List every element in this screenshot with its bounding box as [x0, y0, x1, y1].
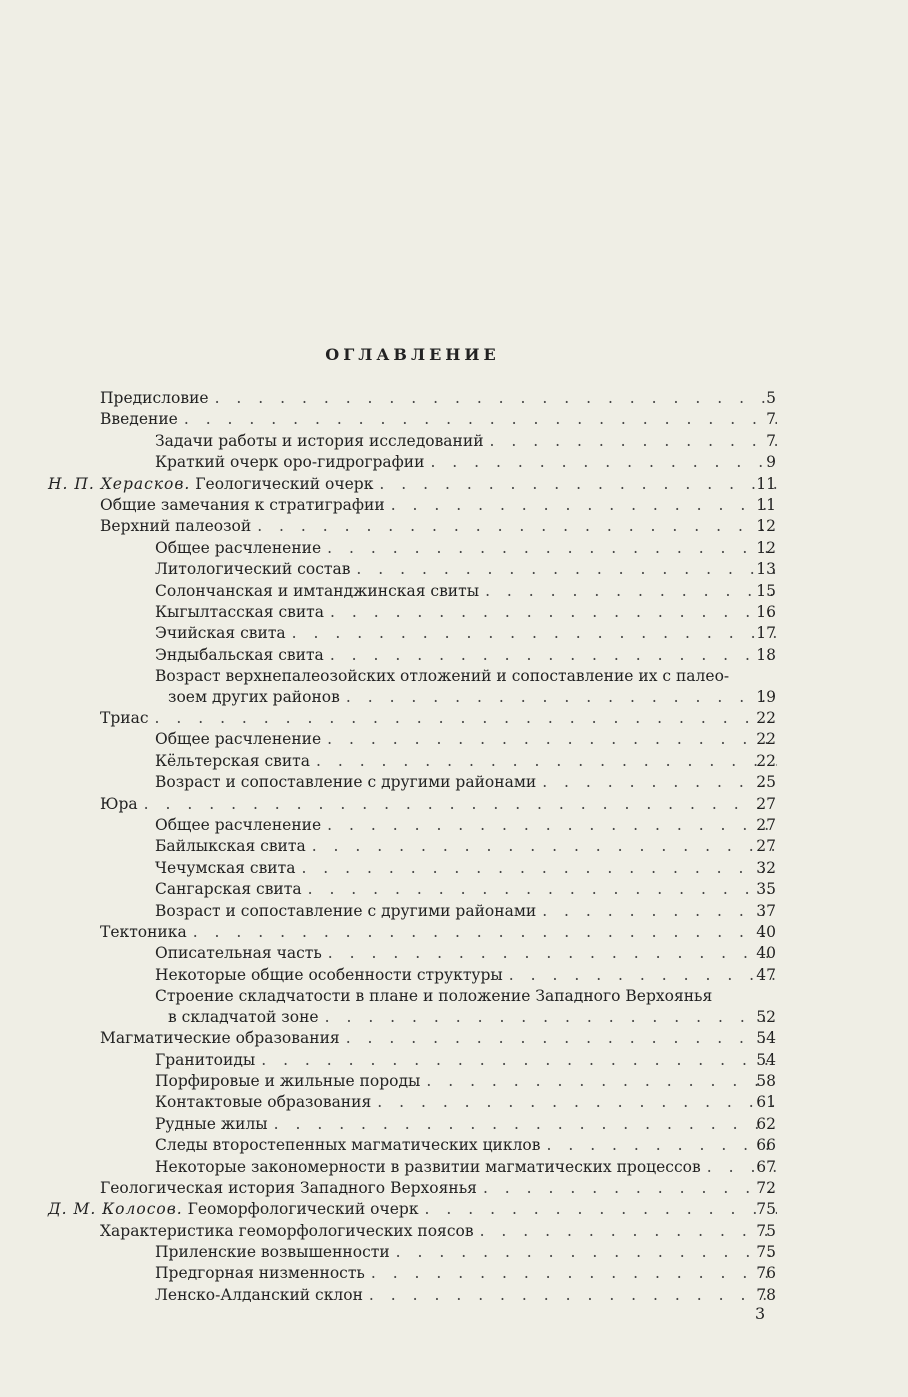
- dot-leader: [316, 751, 777, 772]
- toc-entry-title: Литологический состав: [155, 560, 351, 579]
- toc-entry-page: 22: [756, 751, 776, 770]
- toc-entry-page: 18: [756, 645, 776, 664]
- toc-entry-title: Краткий очерк оро-гидрографии: [155, 453, 425, 472]
- toc-entry: [0, 922, 908, 943]
- toc-entry: [0, 815, 908, 836]
- toc-entry-title: Солончанская и имтанджинская свиты: [155, 581, 480, 600]
- toc-entry-title: Некоторые общие особенности структуры: [155, 965, 503, 984]
- toc-entry-page: 11: [756, 474, 776, 493]
- toc-entry-title: Юра: [100, 794, 138, 813]
- dot-leader: [327, 729, 777, 750]
- toc-entry-title: Общее расчленение: [155, 538, 322, 557]
- toc-entry-page: 40: [756, 922, 776, 941]
- toc-entry-page: 54: [756, 1050, 776, 1069]
- toc-entry: [0, 559, 908, 580]
- toc-entry: [0, 1199, 908, 1220]
- toc-entry-title: Введение: [100, 410, 178, 429]
- dot-leader: [193, 922, 777, 943]
- dot-leader: [274, 1114, 777, 1135]
- dot-leader: [391, 495, 777, 516]
- toc-entry-title: Геологическая история Западного Верхоянья: [100, 1178, 477, 1197]
- toc-entry-title: Триас: [100, 709, 149, 728]
- toc-entry-page: 37: [756, 901, 776, 920]
- toc-entry-title: Ленско-Алданский склон: [155, 1285, 363, 1304]
- toc-entry: [0, 879, 908, 900]
- dot-leader: [377, 1092, 777, 1113]
- toc-entry: [0, 836, 908, 857]
- toc-entry: [0, 1114, 908, 1135]
- toc-entry-title: Сангарская свита: [155, 880, 302, 899]
- toc-entry-page: 19: [756, 688, 776, 707]
- toc-entry: [0, 965, 908, 986]
- toc-entry-page: 78: [756, 1285, 776, 1304]
- toc-entry: [0, 794, 908, 815]
- toc-entry: [0, 538, 908, 559]
- toc-entry-title: Чечумская свита: [155, 858, 296, 877]
- toc-entry-title-line1: Строение складчатости в плане и положение Западного Верхоянья: [155, 987, 713, 1006]
- toc-entry-page: 40: [756, 944, 776, 963]
- toc-entry: [0, 1050, 908, 1071]
- toc-entry: [0, 495, 908, 516]
- toc-entry-title: Следы второстепенных магматических циклов: [155, 1136, 541, 1155]
- toc-entry-page: 75: [756, 1221, 776, 1240]
- toc-entry-page: 5: [766, 389, 776, 407]
- toc-entry: [0, 1092, 908, 1113]
- toc-entry-title: Рудные жилы: [155, 1114, 268, 1133]
- dot-leader: [215, 388, 777, 409]
- toc-entry: [0, 409, 908, 430]
- toc-entry: [0, 452, 908, 473]
- toc-entry-title: Предгорная низменность: [155, 1264, 365, 1283]
- toc-entry-author: Д. М. Колосов.: [48, 1200, 183, 1219]
- dot-leader: [327, 815, 777, 836]
- toc-entry: [0, 516, 908, 537]
- toc-entry-title: Верхний палеозой: [100, 517, 252, 536]
- toc-entry-title: Контактовые образования: [155, 1093, 372, 1112]
- dot-leader: [485, 581, 777, 602]
- dot-leader: [356, 559, 777, 580]
- dot-leader: [425, 1199, 777, 1220]
- toc-entry-title: Кёльтерская свита: [155, 751, 310, 770]
- dot-leader: [371, 1263, 777, 1284]
- toc-entry-page: 12: [756, 517, 776, 536]
- toc-entry-page: 35: [756, 880, 776, 899]
- dot-leader: [396, 1242, 777, 1263]
- dot-leader: [155, 708, 777, 729]
- page-title: ОГЛАВЛЕНИЕ: [325, 345, 500, 364]
- toc-entry-page: 27: [756, 794, 776, 813]
- toc-entry: [0, 1263, 908, 1284]
- toc-entry-title: в складчатой зоне: [168, 1008, 319, 1027]
- dot-leader: [312, 836, 777, 857]
- toc-entry-page: 76: [756, 1264, 776, 1283]
- dot-leader: [308, 879, 777, 900]
- page-number: 3: [755, 1304, 766, 1323]
- toc-entry: [0, 1157, 908, 1178]
- dot-leader: [490, 431, 777, 452]
- toc-entry: [0, 581, 908, 602]
- toc-entry-page: 27: [756, 837, 776, 856]
- toc-entry: [0, 1221, 908, 1242]
- toc-entry: [0, 645, 908, 666]
- toc-entry-title: Возраст и сопоставление с другими районами: [155, 901, 537, 920]
- dot-leader: [327, 538, 777, 559]
- dot-leader: [483, 1178, 777, 1199]
- dot-leader: [257, 516, 777, 537]
- toc-entry-page: 17: [756, 624, 776, 643]
- toc-entry-page: 7: [766, 431, 776, 450]
- toc-entry-page: 72: [756, 1178, 776, 1197]
- dot-leader: [292, 623, 777, 644]
- toc-entry-title: Геологический очерк: [195, 474, 374, 493]
- toc-entry-title: Некоторые закономерности в развитии магматических процессов: [155, 1157, 701, 1176]
- toc-entry-page: 75: [756, 1200, 776, 1219]
- toc-entry-page: 67: [756, 1157, 776, 1176]
- toc-entry-page: 75: [756, 1243, 776, 1262]
- toc-entry: [0, 858, 908, 879]
- toc-entry-page: 32: [756, 858, 776, 877]
- toc-entry-title-line1: Возраст верхнепалеозойских отложений и сопоставление их с палео-: [155, 667, 730, 686]
- toc-entry-title: Задачи работы и история исследований: [155, 431, 484, 450]
- toc-entry: [0, 1071, 908, 1092]
- toc-entry-title: Порфировые и жильные породы: [155, 1071, 421, 1090]
- dot-leader: [184, 409, 777, 430]
- toc-entry: [0, 901, 908, 922]
- dot-leader: [330, 602, 777, 623]
- toc-entry-title: Характеристика геоморфологических поясов: [100, 1221, 474, 1240]
- toc-entry: [0, 1178, 908, 1199]
- dot-leader: [330, 645, 777, 666]
- toc-entry: [0, 751, 908, 772]
- toc-entry-page: 47: [756, 965, 776, 984]
- dot-leader: [346, 1028, 777, 1049]
- dot-leader: [426, 1071, 777, 1092]
- toc-entry: [0, 1285, 908, 1306]
- toc-entry-title: Общие замечания к стратиграфии: [100, 495, 385, 514]
- toc-entry-page: 61: [756, 1093, 776, 1112]
- toc-entry-title: Эчийская свита: [155, 624, 286, 643]
- toc-entry: [0, 474, 908, 495]
- toc-entry-page: 62: [756, 1114, 776, 1133]
- toc-entry: [0, 666, 908, 708]
- toc-entry-page: 54: [756, 1029, 776, 1048]
- toc-entry-page: 25: [756, 773, 776, 792]
- toc-entry-author: Н. П. Херасков.: [48, 474, 191, 493]
- dot-leader: [144, 794, 777, 815]
- toc-entry-page: 58: [756, 1071, 776, 1090]
- toc-entry-page: 22: [756, 709, 776, 728]
- toc-entry: [0, 623, 908, 644]
- toc-entry-title: Возраст и сопоставление с другими районами: [155, 773, 537, 792]
- toc-entry-title: Общее расчленение: [155, 730, 322, 749]
- toc-entry: [0, 729, 908, 750]
- dot-leader: [430, 452, 777, 473]
- toc-entry-title: Геоморфологический очерк: [187, 1200, 419, 1219]
- dot-leader: [480, 1221, 777, 1242]
- toc-entry-title: Байлыкская свита: [155, 837, 306, 856]
- toc-entry-title: Тектоника: [100, 922, 187, 941]
- toc-entry-page: 27: [756, 816, 776, 835]
- toc-entry-page: 16: [756, 602, 776, 621]
- toc-entry: [0, 986, 908, 1028]
- toc-entry-page: 13: [756, 560, 776, 579]
- toc-entry: [0, 431, 908, 452]
- dot-leader: [328, 943, 777, 964]
- toc-entry-title: Предисловие: [100, 389, 209, 407]
- toc-entry-page: 22: [756, 730, 776, 749]
- toc-entry: [0, 772, 908, 793]
- toc-entry: [0, 708, 908, 729]
- toc-entry-title: Общее расчленение: [155, 816, 322, 835]
- toc-entry: [0, 1242, 908, 1263]
- toc-entry: [0, 602, 908, 623]
- dot-leader: [346, 687, 777, 708]
- toc-entry-page: 12: [756, 538, 776, 557]
- toc-entry: [0, 1028, 908, 1049]
- toc-entry-title: Приленские возвышенности: [155, 1243, 390, 1262]
- toc-entry-title: Гранитоиды: [155, 1050, 256, 1069]
- toc-entry-title: Магматические образования: [100, 1029, 340, 1048]
- toc-entry-page: 7: [766, 410, 776, 429]
- toc-entry-title: Кыгылтасская свита: [155, 602, 325, 621]
- dot-leader: [261, 1050, 777, 1071]
- toc-entry-page: 11: [756, 495, 776, 514]
- toc-entry-page: 66: [756, 1136, 776, 1155]
- toc-entry: [0, 1135, 908, 1156]
- dot-leader: [301, 858, 777, 879]
- toc-entry: [0, 943, 908, 964]
- dot-leader: [369, 1285, 777, 1306]
- dot-leader: [325, 1007, 777, 1028]
- toc-entry-title: Описательная часть: [155, 944, 322, 963]
- toc-entry-title: Эндыбальская свита: [155, 645, 324, 664]
- toc-entry-page: 9: [766, 453, 776, 472]
- table-of-contents: [0, 388, 908, 1306]
- toc-entry-title: зоем других районов: [168, 688, 340, 707]
- toc-entry-page: 15: [756, 581, 776, 600]
- toc-entry: [0, 388, 908, 409]
- dot-leader: [379, 474, 777, 495]
- toc-entry-page: 52: [756, 1008, 776, 1027]
